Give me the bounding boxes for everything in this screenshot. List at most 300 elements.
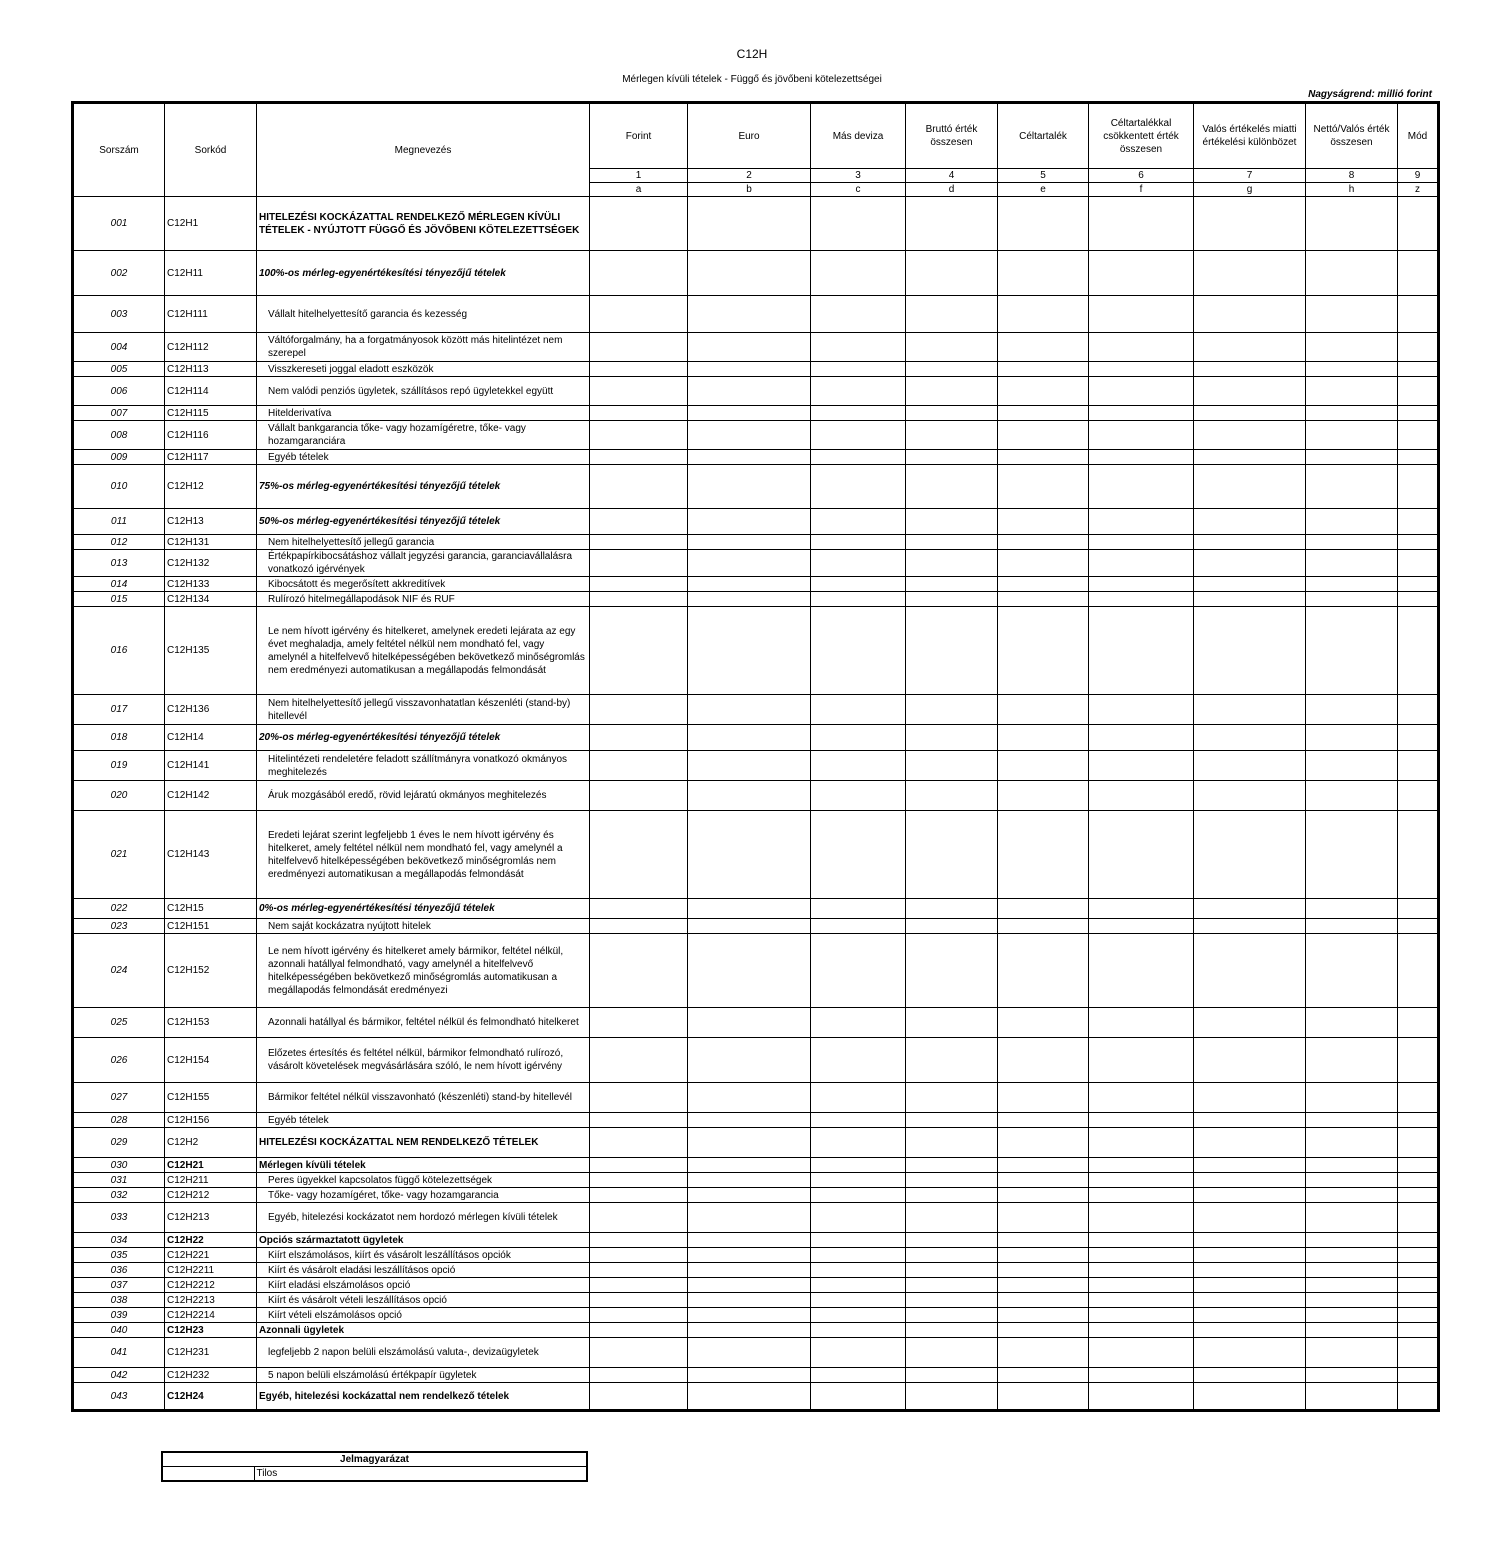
data-cell[interactable] [1194,377,1306,406]
data-cell[interactable] [590,751,688,781]
data-cell[interactable] [1306,1083,1398,1113]
data-cell[interactable] [1398,1233,1439,1248]
data-cell[interactable] [906,450,998,465]
data-cell[interactable] [1194,1083,1306,1113]
data-cell[interactable] [1194,695,1306,725]
data-cell[interactable] [1194,1278,1306,1293]
data-cell[interactable] [688,725,811,751]
data-cell[interactable] [1089,197,1194,251]
data-cell[interactable] [1194,592,1306,607]
data-cell[interactable] [906,919,998,934]
data-cell[interactable] [811,592,906,607]
data-cell[interactable] [811,251,906,296]
data-cell[interactable] [1194,919,1306,934]
data-cell[interactable] [1306,1368,1398,1383]
data-cell[interactable] [1194,333,1306,362]
data-cell[interactable] [1089,1278,1194,1293]
data-cell[interactable] [811,1038,906,1083]
data-cell[interactable] [811,1293,906,1308]
data-cell[interactable] [1089,465,1194,509]
data-cell[interactable] [906,1278,998,1293]
data-cell[interactable] [688,934,811,1008]
data-cell[interactable] [1398,899,1439,919]
data-cell[interactable] [811,1158,906,1173]
data-cell[interactable] [590,509,688,535]
data-cell[interactable] [906,1203,998,1233]
data-cell[interactable] [688,421,811,450]
data-cell[interactable] [1089,1188,1194,1203]
data-cell[interactable] [1306,1128,1398,1158]
data-cell[interactable] [998,1113,1089,1128]
data-cell[interactable] [590,1338,688,1368]
data-cell[interactable] [590,333,688,362]
data-cell[interactable] [906,1008,998,1038]
data-cell[interactable] [590,607,688,695]
data-cell[interactable] [1398,465,1439,509]
data-cell[interactable] [811,1368,906,1383]
data-cell[interactable] [1398,577,1439,592]
data-cell[interactable] [998,1083,1089,1113]
data-cell[interactable] [590,1083,688,1113]
data-cell[interactable] [688,1038,811,1083]
data-cell[interactable] [1194,1128,1306,1158]
data-cell[interactable] [1194,421,1306,450]
data-cell[interactable] [998,1308,1089,1323]
data-cell[interactable] [688,1203,811,1233]
data-cell[interactable] [1089,421,1194,450]
data-cell[interactable] [1306,811,1398,899]
data-cell[interactable] [1398,333,1439,362]
data-cell[interactable] [811,811,906,899]
data-cell[interactable] [998,1383,1089,1411]
data-cell[interactable] [1089,1293,1194,1308]
data-cell[interactable] [811,296,906,333]
data-cell[interactable] [811,450,906,465]
data-cell[interactable] [1089,1263,1194,1278]
data-cell[interactable] [1398,592,1439,607]
data-cell[interactable] [1194,1368,1306,1383]
data-cell[interactable] [1089,1128,1194,1158]
data-cell[interactable] [998,465,1089,509]
data-cell[interactable] [688,1293,811,1308]
data-cell[interactable] [1194,1113,1306,1128]
data-cell[interactable] [1306,1308,1398,1323]
data-cell[interactable] [906,1083,998,1113]
data-cell[interactable] [906,535,998,550]
data-cell[interactable] [906,465,998,509]
data-cell[interactable] [590,1173,688,1188]
data-cell[interactable] [688,781,811,811]
data-cell[interactable] [590,1368,688,1383]
data-cell[interactable] [688,1008,811,1038]
data-cell[interactable] [1194,934,1306,1008]
data-cell[interactable] [688,1308,811,1323]
data-cell[interactable] [998,1278,1089,1293]
data-cell[interactable] [688,1368,811,1383]
data-cell[interactable] [811,362,906,377]
data-cell[interactable] [811,1308,906,1323]
data-cell[interactable] [811,1338,906,1368]
data-cell[interactable] [1306,1173,1398,1188]
data-cell[interactable] [1089,1248,1194,1263]
data-cell[interactable] [906,421,998,450]
data-cell[interactable] [590,377,688,406]
data-cell[interactable] [906,781,998,811]
data-cell[interactable] [811,1233,906,1248]
data-cell[interactable] [688,550,811,577]
data-cell[interactable] [906,296,998,333]
data-cell[interactable] [998,1263,1089,1278]
data-cell[interactable] [906,1338,998,1368]
data-cell[interactable] [1089,1008,1194,1038]
data-cell[interactable] [590,919,688,934]
data-cell[interactable] [1306,919,1398,934]
data-cell[interactable] [688,1383,811,1411]
data-cell[interactable] [811,535,906,550]
data-cell[interactable] [1306,781,1398,811]
data-cell[interactable] [688,296,811,333]
data-cell[interactable] [811,333,906,362]
data-cell[interactable] [1398,1203,1439,1233]
data-cell[interactable] [688,751,811,781]
data-cell[interactable] [590,450,688,465]
data-cell[interactable] [906,1128,998,1158]
data-cell[interactable] [998,725,1089,751]
data-cell[interactable] [1194,1323,1306,1338]
data-cell[interactable] [906,1248,998,1263]
data-cell[interactable] [1194,1188,1306,1203]
data-cell[interactable] [688,1113,811,1128]
data-cell[interactable] [1398,406,1439,421]
data-cell[interactable] [1306,607,1398,695]
data-cell[interactable] [688,1188,811,1203]
data-cell[interactable] [906,509,998,535]
data-cell[interactable] [590,465,688,509]
data-cell[interactable] [906,1173,998,1188]
data-cell[interactable] [811,934,906,1008]
data-cell[interactable] [1089,811,1194,899]
data-cell[interactable] [1306,1203,1398,1233]
data-cell[interactable] [1089,450,1194,465]
data-cell[interactable] [688,509,811,535]
data-cell[interactable] [906,362,998,377]
data-cell[interactable] [1306,899,1398,919]
data-cell[interactable] [1306,1293,1398,1308]
data-cell[interactable] [998,377,1089,406]
data-cell[interactable] [906,577,998,592]
data-cell[interactable] [1398,1008,1439,1038]
data-cell[interactable] [688,535,811,550]
data-cell[interactable] [1306,725,1398,751]
data-cell[interactable] [811,406,906,421]
data-cell[interactable] [906,811,998,899]
data-cell[interactable] [998,1368,1089,1383]
data-cell[interactable] [1398,377,1439,406]
data-cell[interactable] [688,406,811,421]
data-cell[interactable] [1194,406,1306,421]
data-cell[interactable] [1194,1248,1306,1263]
data-cell[interactable] [1306,296,1398,333]
data-cell[interactable] [688,377,811,406]
data-cell[interactable] [688,695,811,725]
data-cell[interactable] [811,550,906,577]
data-cell[interactable] [1398,535,1439,550]
data-cell[interactable] [1398,1293,1439,1308]
data-cell[interactable] [1306,577,1398,592]
data-cell[interactable] [998,781,1089,811]
data-cell[interactable] [1398,550,1439,577]
data-cell[interactable] [1398,1083,1439,1113]
data-cell[interactable] [811,1203,906,1233]
data-cell[interactable] [1398,1263,1439,1278]
data-cell[interactable] [1306,509,1398,535]
data-cell[interactable] [688,1248,811,1263]
data-cell[interactable] [688,811,811,899]
data-cell[interactable] [1306,1383,1398,1411]
data-cell[interactable] [811,1248,906,1263]
data-cell[interactable] [1194,1338,1306,1368]
data-cell[interactable] [1398,934,1439,1008]
data-cell[interactable] [998,811,1089,899]
data-cell[interactable] [906,592,998,607]
data-cell[interactable] [590,1233,688,1248]
data-cell[interactable] [906,1113,998,1128]
data-cell[interactable] [1089,296,1194,333]
data-cell[interactable] [811,377,906,406]
data-cell[interactable] [688,465,811,509]
data-cell[interactable] [1306,377,1398,406]
data-cell[interactable] [998,296,1089,333]
data-cell[interactable] [998,251,1089,296]
data-cell[interactable] [998,607,1089,695]
data-cell[interactable] [688,1158,811,1173]
data-cell[interactable] [1089,1233,1194,1248]
data-cell[interactable] [1306,1278,1398,1293]
data-cell[interactable] [688,1128,811,1158]
data-cell[interactable] [590,1278,688,1293]
data-cell[interactable] [1398,509,1439,535]
data-cell[interactable] [1194,465,1306,509]
data-cell[interactable] [906,197,998,251]
data-cell[interactable] [811,919,906,934]
data-cell[interactable] [811,577,906,592]
data-cell[interactable] [1306,934,1398,1008]
data-cell[interactable] [590,296,688,333]
data-cell[interactable] [906,725,998,751]
data-cell[interactable] [811,509,906,535]
data-cell[interactable] [811,1128,906,1158]
data-cell[interactable] [1306,592,1398,607]
data-cell[interactable] [906,1233,998,1248]
data-cell[interactable] [1398,1338,1439,1368]
data-cell[interactable] [688,577,811,592]
data-cell[interactable] [998,333,1089,362]
data-cell[interactable] [1194,607,1306,695]
data-cell[interactable] [590,934,688,1008]
data-cell[interactable] [1089,577,1194,592]
data-cell[interactable] [1194,781,1306,811]
data-cell[interactable] [590,695,688,725]
data-cell[interactable] [688,450,811,465]
data-cell[interactable] [1306,535,1398,550]
data-cell[interactable] [1089,607,1194,695]
data-cell[interactable] [998,1323,1089,1338]
data-cell[interactable] [590,251,688,296]
data-cell[interactable] [590,535,688,550]
data-cell[interactable] [1089,1083,1194,1113]
data-cell[interactable] [1398,362,1439,377]
data-cell[interactable] [688,1338,811,1368]
data-cell[interactable] [906,607,998,695]
data-cell[interactable] [998,406,1089,421]
data-cell[interactable] [998,1203,1089,1233]
data-cell[interactable] [906,899,998,919]
data-cell[interactable] [590,406,688,421]
data-cell[interactable] [1306,1158,1398,1173]
data-cell[interactable] [811,1008,906,1038]
data-cell[interactable] [1398,296,1439,333]
data-cell[interactable] [1089,725,1194,751]
data-cell[interactable] [906,751,998,781]
data-cell[interactable] [998,1248,1089,1263]
data-cell[interactable] [1089,781,1194,811]
data-cell[interactable] [1398,1323,1439,1338]
data-cell[interactable] [590,1158,688,1173]
data-cell[interactable] [1306,751,1398,781]
data-cell[interactable] [1194,899,1306,919]
data-cell[interactable] [1306,333,1398,362]
data-cell[interactable] [590,1113,688,1128]
data-cell[interactable] [998,1158,1089,1173]
data-cell[interactable] [1306,1338,1398,1368]
data-cell[interactable] [998,197,1089,251]
data-cell[interactable] [1398,251,1439,296]
data-cell[interactable] [590,362,688,377]
data-cell[interactable] [906,695,998,725]
data-cell[interactable] [1306,1263,1398,1278]
data-cell[interactable] [811,695,906,725]
data-cell[interactable] [1089,899,1194,919]
data-cell[interactable] [906,1308,998,1323]
data-cell[interactable] [811,421,906,450]
data-cell[interactable] [1194,577,1306,592]
data-cell[interactable] [1089,377,1194,406]
data-cell[interactable] [1194,811,1306,899]
data-cell[interactable] [1306,406,1398,421]
data-cell[interactable] [688,1083,811,1113]
data-cell[interactable] [1089,406,1194,421]
data-cell[interactable] [998,362,1089,377]
data-cell[interactable] [906,251,998,296]
data-cell[interactable] [811,1083,906,1113]
data-cell[interactable] [1306,1233,1398,1248]
data-cell[interactable] [688,919,811,934]
data-cell[interactable] [998,1038,1089,1083]
data-cell[interactable] [1089,333,1194,362]
data-cell[interactable] [811,1323,906,1338]
data-cell[interactable] [1089,1383,1194,1411]
data-cell[interactable] [1089,695,1194,725]
data-cell[interactable] [811,607,906,695]
data-cell[interactable] [688,197,811,251]
data-cell[interactable] [688,362,811,377]
data-cell[interactable] [998,1338,1089,1368]
data-cell[interactable] [590,197,688,251]
data-cell[interactable] [998,919,1089,934]
data-cell[interactable] [1194,1008,1306,1038]
data-cell[interactable] [688,592,811,607]
data-cell[interactable] [1089,1368,1194,1383]
data-cell[interactable] [906,934,998,1008]
data-cell[interactable] [590,899,688,919]
data-cell[interactable] [590,725,688,751]
data-cell[interactable] [998,899,1089,919]
data-cell[interactable] [1089,1203,1194,1233]
data-cell[interactable] [1194,1293,1306,1308]
data-cell[interactable] [1398,1113,1439,1128]
data-cell[interactable] [1306,465,1398,509]
data-cell[interactable] [998,1008,1089,1038]
data-cell[interactable] [906,1368,998,1383]
data-cell[interactable] [590,781,688,811]
data-cell[interactable] [1194,1233,1306,1248]
data-cell[interactable] [1306,421,1398,450]
data-cell[interactable] [1398,1308,1439,1323]
data-cell[interactable] [1306,1248,1398,1263]
data-cell[interactable] [811,1263,906,1278]
data-cell[interactable] [590,577,688,592]
data-cell[interactable] [1194,1383,1306,1411]
data-cell[interactable] [1089,1158,1194,1173]
data-cell[interactable] [811,751,906,781]
data-cell[interactable] [590,1383,688,1411]
data-cell[interactable] [1306,1188,1398,1203]
data-cell[interactable] [998,934,1089,1008]
data-cell[interactable] [998,577,1089,592]
data-cell[interactable] [1089,1173,1194,1188]
data-cell[interactable] [688,1263,811,1278]
data-cell[interactable] [1398,1368,1439,1383]
data-cell[interactable] [1398,695,1439,725]
data-cell[interactable] [1306,550,1398,577]
data-cell[interactable] [590,1008,688,1038]
data-cell[interactable] [811,781,906,811]
data-cell[interactable] [998,509,1089,535]
data-cell[interactable] [906,1188,998,1203]
data-cell[interactable] [811,197,906,251]
data-cell[interactable] [1089,1038,1194,1083]
data-cell[interactable] [1194,1173,1306,1188]
data-cell[interactable] [906,1158,998,1173]
data-cell[interactable] [906,1263,998,1278]
data-cell[interactable] [811,1173,906,1188]
data-cell[interactable] [998,1188,1089,1203]
data-cell[interactable] [590,1248,688,1263]
data-cell[interactable] [1398,751,1439,781]
data-cell[interactable] [1194,251,1306,296]
data-cell[interactable] [1398,781,1439,811]
data-cell[interactable] [1194,1308,1306,1323]
data-cell[interactable] [811,1383,906,1411]
data-cell[interactable] [1306,1323,1398,1338]
data-cell[interactable] [906,550,998,577]
data-cell[interactable] [590,421,688,450]
data-cell[interactable] [998,535,1089,550]
data-cell[interactable] [688,1323,811,1338]
data-cell[interactable] [1089,592,1194,607]
data-cell[interactable] [1194,1158,1306,1173]
data-cell[interactable] [1194,1263,1306,1278]
